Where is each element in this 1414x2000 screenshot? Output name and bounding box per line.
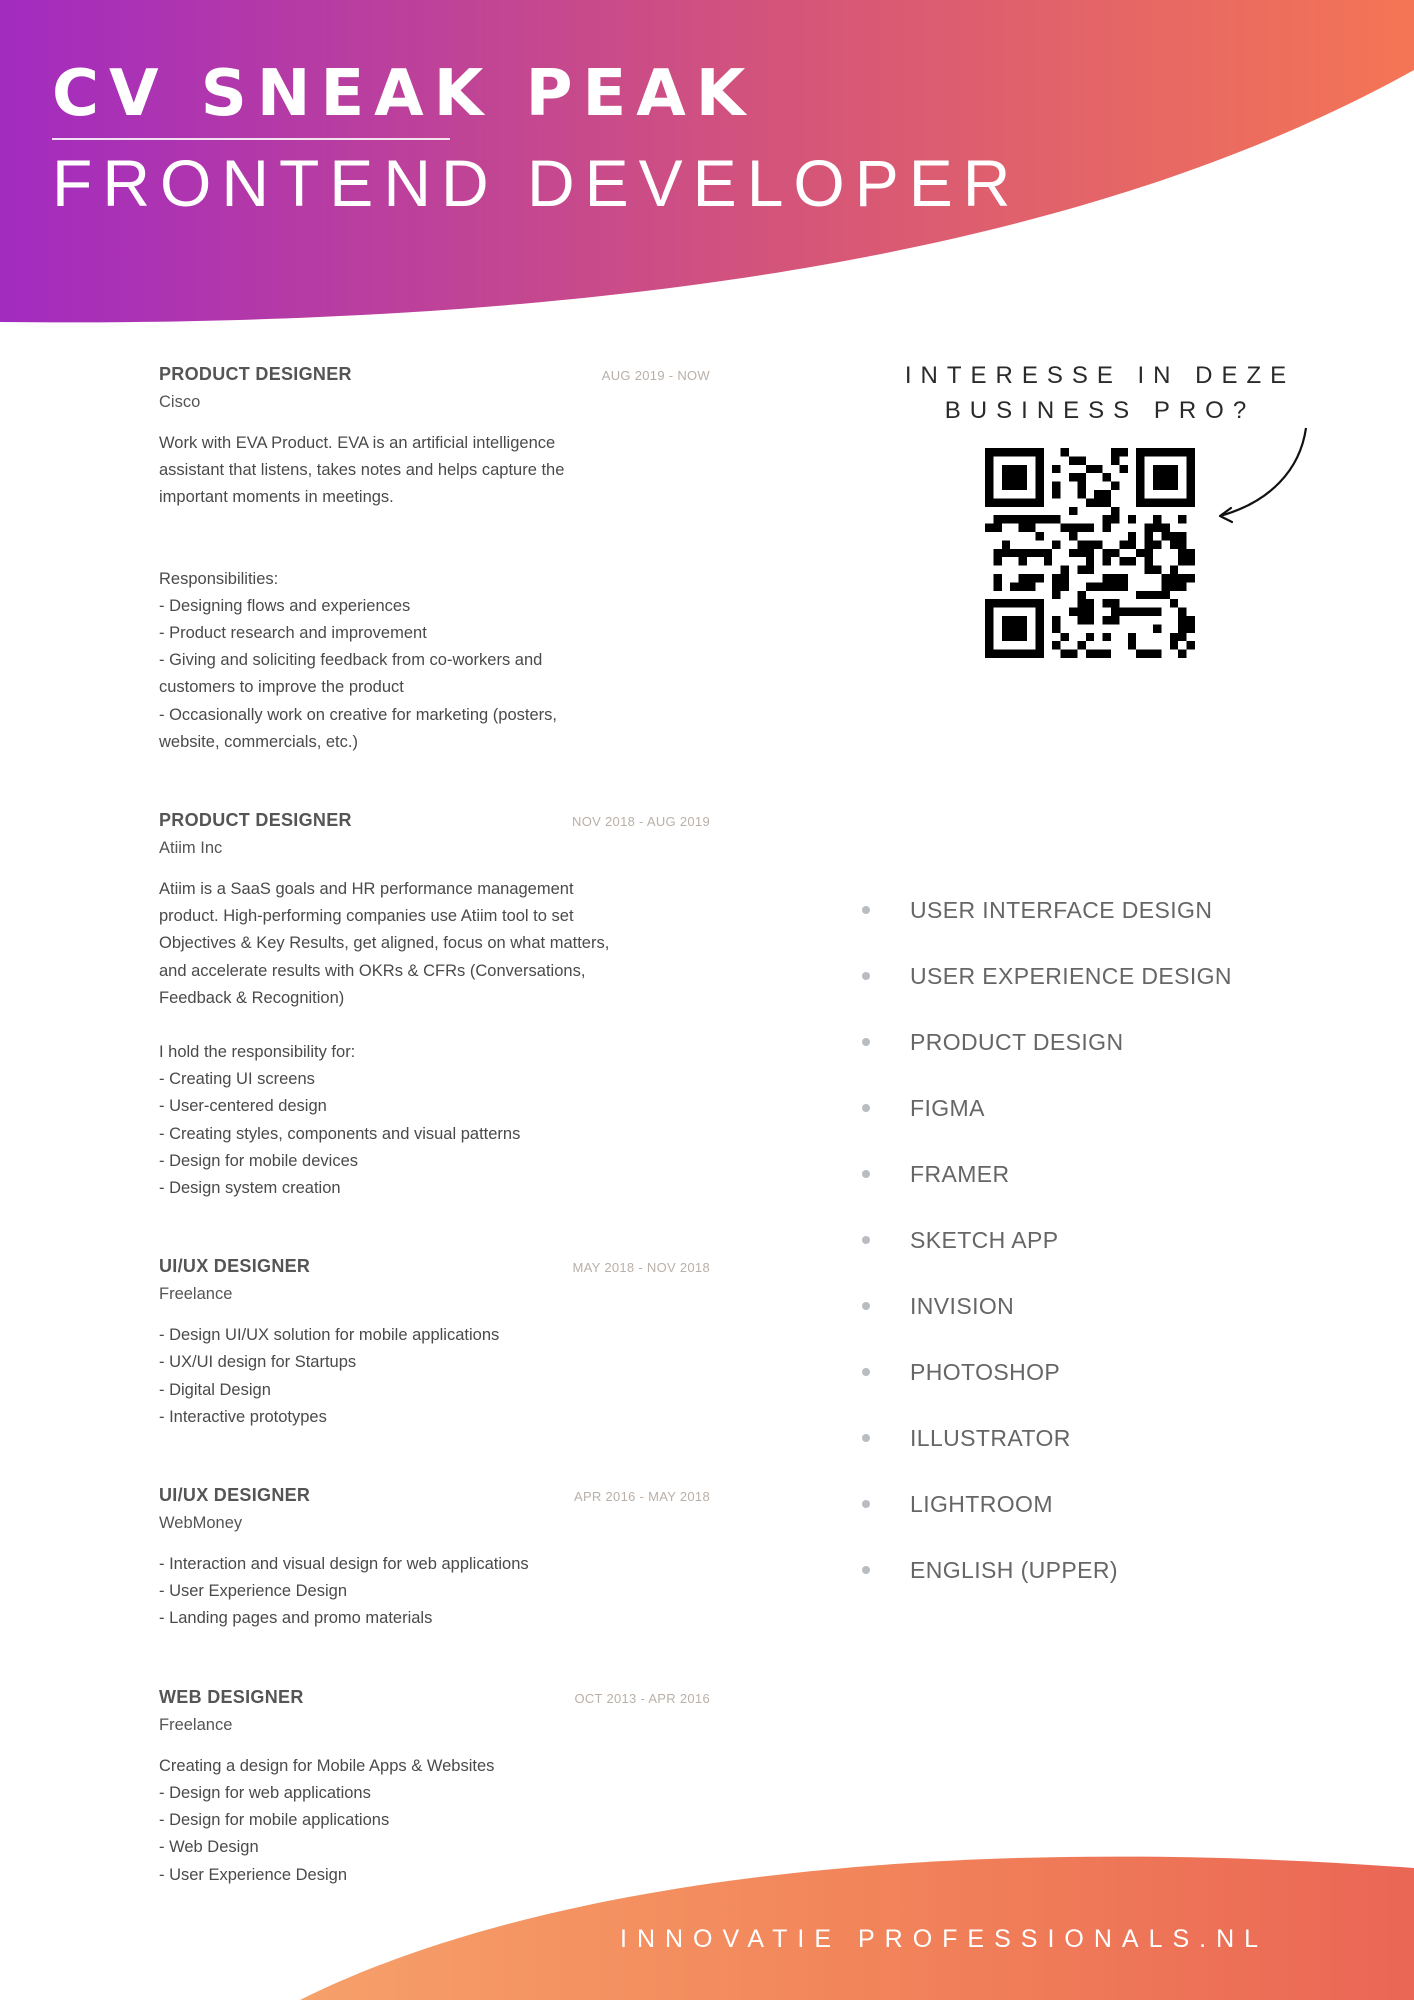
qr-code-icon[interactable] (985, 448, 1195, 658)
job-line: - Occasionally work on creative for marketing (posters, (159, 705, 557, 724)
bullet-icon (862, 1566, 870, 1574)
skill-item (862, 1471, 1232, 1537)
footer-website[interactable]: INNOVATIE PROFESSIONALS.NL (620, 1925, 1269, 1953)
bullet-icon (862, 1236, 870, 1244)
job-header (159, 364, 710, 385)
job-entry (159, 1687, 710, 1889)
bullet-icon (862, 1170, 870, 1178)
page-title: CV SNEAK PEAK (52, 57, 756, 131)
job-line: - Design for mobile devices (159, 1151, 358, 1170)
job-line: I hold the responsibility for: (159, 1043, 356, 1062)
skill-label: USER INTERFACE DESIGN (910, 896, 1213, 923)
job-date: OCT 2013 - APR 2016 (574, 1690, 710, 1706)
job-line: and accelerate results with OKRs & CFRs (Conversations, (159, 961, 586, 980)
job-line: Responsibilities: (159, 569, 279, 588)
job-line: - UX/UI design for Startups (159, 1353, 357, 1372)
job-line: Creating a design for Mobile Apps & Websites (159, 1756, 495, 1775)
job-title: PRODUCT DESIGNER (159, 364, 352, 384)
bullet-icon (862, 1302, 870, 1310)
qr-modules (985, 448, 1195, 658)
job-company: Cisco (159, 393, 201, 411)
qr-caption (880, 358, 1320, 428)
skill-label: LIGHTROOM (910, 1490, 1053, 1517)
skill-label: PRODUCT DESIGN (910, 1028, 1124, 1055)
bullet-icon (862, 906, 870, 914)
job-line: - Interactive prototypes (159, 1407, 327, 1426)
qr-caption-line: INTERESSE IN DEZE (904, 362, 1296, 389)
job-description (159, 876, 710, 1202)
job-entry (159, 364, 710, 756)
job-header (159, 810, 710, 831)
experience-list (159, 364, 710, 1889)
job-line: - Landing pages and promo materials (159, 1609, 433, 1628)
job-entry (159, 810, 710, 1202)
job-line: website, commercials, etc.) (159, 732, 358, 751)
job-company: Freelance (159, 1715, 233, 1734)
skill-label: ENGLISH (UPPER) (910, 1556, 1118, 1583)
job-line: - Digital Design (159, 1380, 271, 1399)
job-line: - Design for web applications (159, 1783, 371, 1802)
job-line: - Design for mobile applications (159, 1811, 390, 1830)
skill-item (862, 1009, 1232, 1075)
job-line: - Designing flows and experiences (159, 596, 411, 615)
bullet-icon (862, 1104, 870, 1112)
job-line: - Giving and soliciting feedback from co-workers and (159, 651, 543, 670)
skill-item (862, 1207, 1232, 1273)
job-line: - Design system creation (159, 1179, 341, 1198)
skill-item (862, 943, 1232, 1009)
job-description (159, 430, 710, 756)
job-title: PRODUCT DESIGNER (159, 810, 352, 831)
skill-item (862, 1537, 1232, 1603)
bullet-icon (862, 972, 870, 980)
job-line: - Product research and improvement (159, 624, 427, 643)
skill-label: FRAMER (910, 1160, 1010, 1187)
job-line: assistant that listens, takes notes and helps capture the (159, 461, 565, 480)
job-line: - Creating styles, components and visual patterns (159, 1124, 521, 1143)
job-company: Atiim Inc (159, 839, 223, 858)
job-line: Objectives & Key Results, get aligned, focus on what matters, (159, 934, 610, 953)
job-line (159, 1012, 710, 1039)
skills-list (862, 877, 1232, 1603)
job-line: Atiim is a SaaS goals and HR performance management (159, 880, 574, 899)
job-company: Freelance (159, 1285, 233, 1304)
job-line (159, 512, 710, 539)
skill-label: USER EXPERIENCE DESIGN (910, 962, 1232, 989)
bullet-icon (862, 1038, 870, 1046)
bullet-icon (862, 1500, 870, 1508)
job-description (159, 1551, 710, 1633)
skill-item (862, 877, 1232, 943)
skill-item (862, 1141, 1232, 1207)
job-line: - User Experience Design (159, 1865, 347, 1884)
job-entry (159, 1256, 710, 1431)
skill-item (862, 1273, 1232, 1339)
page-subtitle: FRONTEND DEVELOPER (52, 146, 1021, 220)
job-line: - Design UI/UX solution for mobile applications (159, 1326, 500, 1345)
job-line: - User-centered design (159, 1097, 327, 1116)
job-description (159, 1322, 710, 1431)
job-title: UI/UX DESIGNER (159, 1256, 311, 1277)
skill-item (862, 1339, 1232, 1405)
job-header (159, 1256, 710, 1277)
skill-label: SKETCH APP (910, 1226, 1059, 1253)
job-line: - Interaction and visual design for web applications (159, 1555, 529, 1574)
job-line: - Web Design (159, 1838, 259, 1857)
job-line: - Creating UI screens (159, 1070, 315, 1089)
skill-label: FIGMA (910, 1094, 985, 1121)
job-line: Feedback & Recognition) (159, 988, 345, 1007)
job-line: Work with EVA Product. EVA is an artificial intelligence (159, 434, 556, 452)
job-date: APR 2016 - MAY 2018 (573, 1489, 710, 1505)
skill-label: ILLUSTRATOR (910, 1424, 1071, 1451)
skill-item (862, 1075, 1232, 1141)
skill-label: INVISION (910, 1292, 1015, 1319)
job-entry (159, 1485, 710, 1633)
job-line: - User Experience Design (159, 1582, 347, 1601)
job-header (159, 1485, 710, 1506)
job-description (159, 1753, 710, 1889)
job-title: UI/UX DESIGNER (159, 1485, 311, 1506)
bullet-icon (862, 1368, 870, 1376)
bullet-icon (862, 1434, 870, 1442)
job-line: customers to improve the product (159, 678, 404, 697)
job-line: product. High-performing companies use Atiim tool to set (159, 907, 574, 926)
skill-item (862, 1405, 1232, 1471)
qr-caption-line: BUSINESS PRO? (944, 397, 1256, 424)
job-company: WebMoney (159, 1514, 243, 1533)
job-line: important moments in meetings. (159, 488, 394, 507)
job-date: MAY 2018 - NOV 2018 (572, 1260, 710, 1276)
job-title: WEB DESIGNER (159, 1686, 304, 1707)
job-date: NOV 2018 - AUG 2019 (572, 814, 710, 830)
title-divider (52, 138, 450, 140)
job-date: AUG 2019 - NOW (601, 368, 710, 383)
job-header (159, 1687, 710, 1708)
skill-label: PHOTOSHOP (910, 1358, 1061, 1385)
job-line (159, 539, 710, 566)
arrow-icon (1200, 420, 1320, 540)
